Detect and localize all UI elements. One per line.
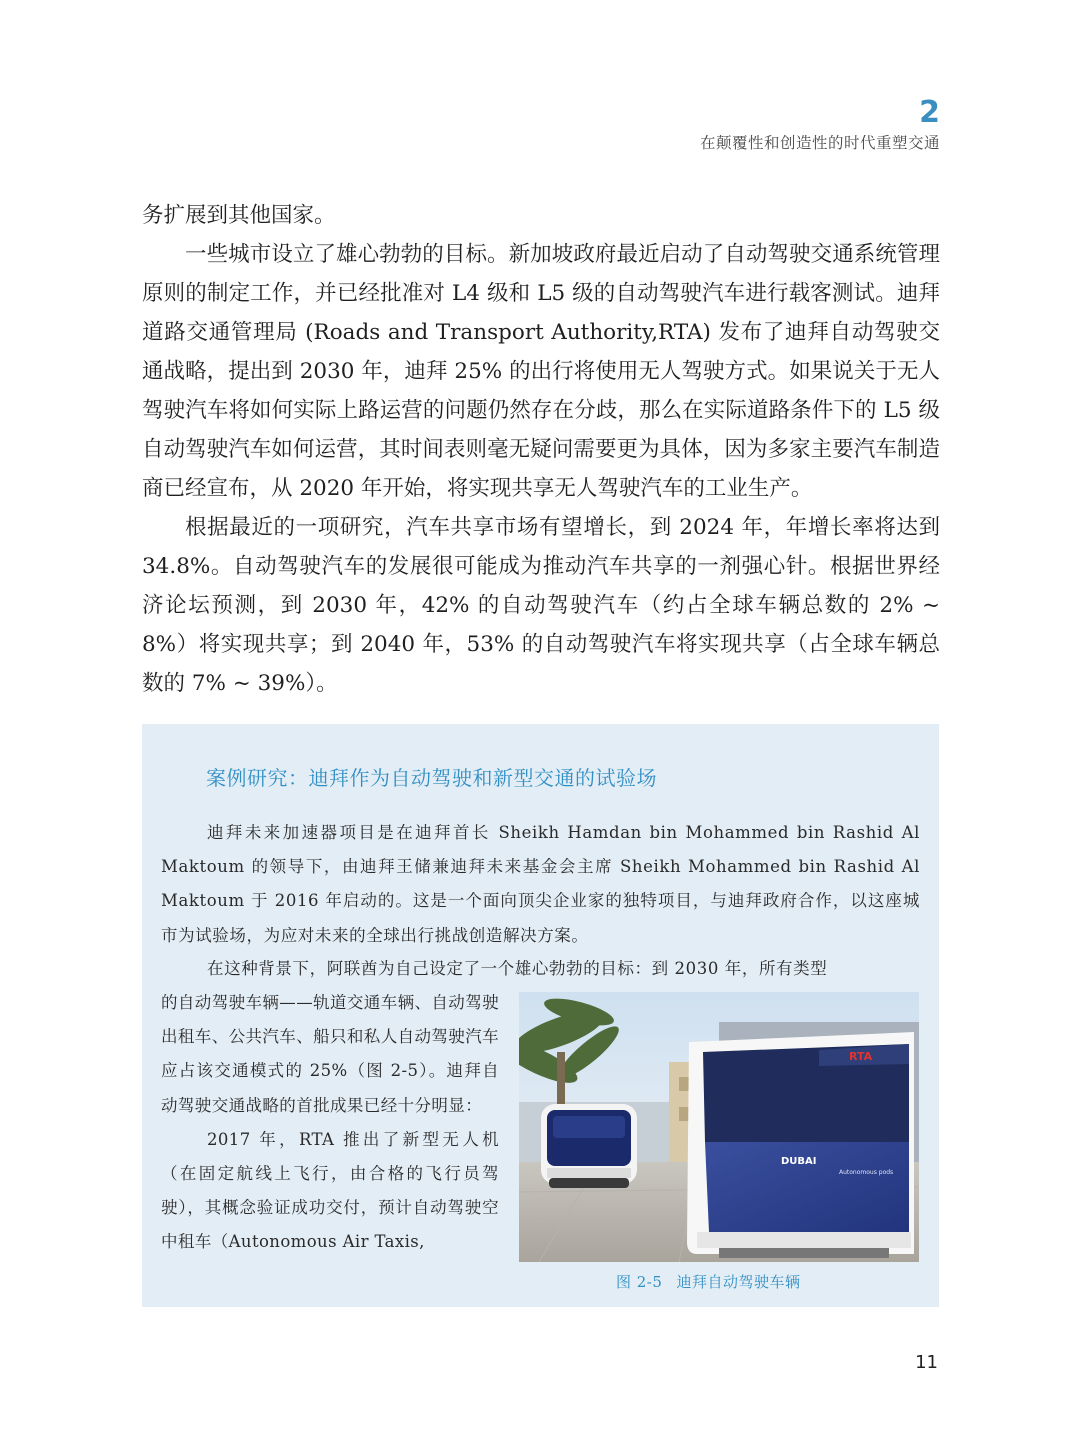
figure-caption-text: 迪拜自动驾驶车辆: [676, 1273, 801, 1291]
paragraph-car-sharing: 根据最近的一项研究，汽车共享市场有望增长，到 2024 年，年增长率将达到 34.8%。自动驾驶汽车的发展很可能成为推动汽车共享的一剂强心针。根据世界经济论坛预测，到 2030 年，42% 的自动驾驶汽车（约占全球车辆总数的 2% ~ 8%）将实现共享；到 2040 年，53% 的自动驾驶汽车将实现共享（占全球车辆总数的 7% ~ 39%）。: [142, 515, 940, 696]
case-study-left-column: [161, 986, 499, 1260]
paragraph-targets: 一些城市设立了雄心勃勃的目标。新加坡政府最近启动了自动驾驶交通系统管理原则的制定工作，并已经批准对 L4 级和 L5 级的自动驾驶汽车进行载客测试。迪拜道路交通管理局 (Roads and Transport Authority,RTA) 发布了迪拜自动驾驶交通战略，提出到 2030 年，迪拜 25% 的出行将使用无人驾驶方式。如果说关于无人驾驶汽车将如何实际上路运营的问题仍然存在分歧，那么在实际道路条件下的 L5 级自动驾驶汽车如何运营，其时间表则毫无疑问需要更为具体，因为多家主要汽车制造商已经宣布，从 2020 年开始，将实现共享无人驾驶汽车的工业生产。: [142, 242, 940, 501]
case-study-paragraph-1: 迪拜未来加速器项目是在迪拜首长 Sheikh Hamdan bin Mohammed bin Rashid Al Maktoum 的领导下，由迪拜王储兼迪拜未来基金会主席 Sheikh Mohammed bin Rashid Al Maktoum 于 2016 年启动的。这是一个面向顶尖企业家的独特项目，与迪拜政府合作，以这座城市为试验场，为应对未来的全球出行挑战创造解决方案。: [161, 823, 920, 945]
autonomous-pods-photo: [519, 992, 919, 1262]
case-study-paragraph-3: 2017 年，RTA 推出了新型无人机（在固定航线上飞行，由合格的飞行员驾驶），其概念验证成功交付，预计自动驾驶空中租车（Autonomous Air Taxis,: [161, 1129, 499, 1252]
body-text: [142, 196, 940, 703]
page-number: 11: [915, 1352, 938, 1373]
chapter-title: 在颠覆性和创造性的时代重塑交通: [699, 134, 940, 152]
photo-sign-dubai: DUBAI: [781, 1156, 817, 1167]
case-study-paragraph-2-first-line: 在这种背景下，阿联酋为自己设定了一个雄心勃勃的目标：到 2030 年，所有类型: [207, 959, 828, 978]
paragraph-continuation: 务扩展到其他国家。: [142, 203, 336, 228]
case-study-title: 案例研究：迪拜作为自动驾驶和新型交通的试验场: [206, 766, 657, 790]
case-study-box: [142, 724, 939, 1307]
figure-number: 图 2-5: [616, 1273, 663, 1291]
photo-sign-rta: RTA: [849, 1050, 873, 1063]
photo-sign-pods: Autonomous pods: [839, 1169, 894, 1176]
case-study-paragraph-2-rest: 的自动驾驶车辆——轨道交通车辆、自动驾驶出租车、公共汽车、船只和私人自动驾驶汽车应占该交通模式的 25%（图 2-5）。迪拜自动驾驶交通战略的首批成果已经十分明显：: [161, 993, 499, 1115]
chapter-number: 2: [919, 95, 940, 130]
figure-caption: [616, 1271, 814, 1292]
